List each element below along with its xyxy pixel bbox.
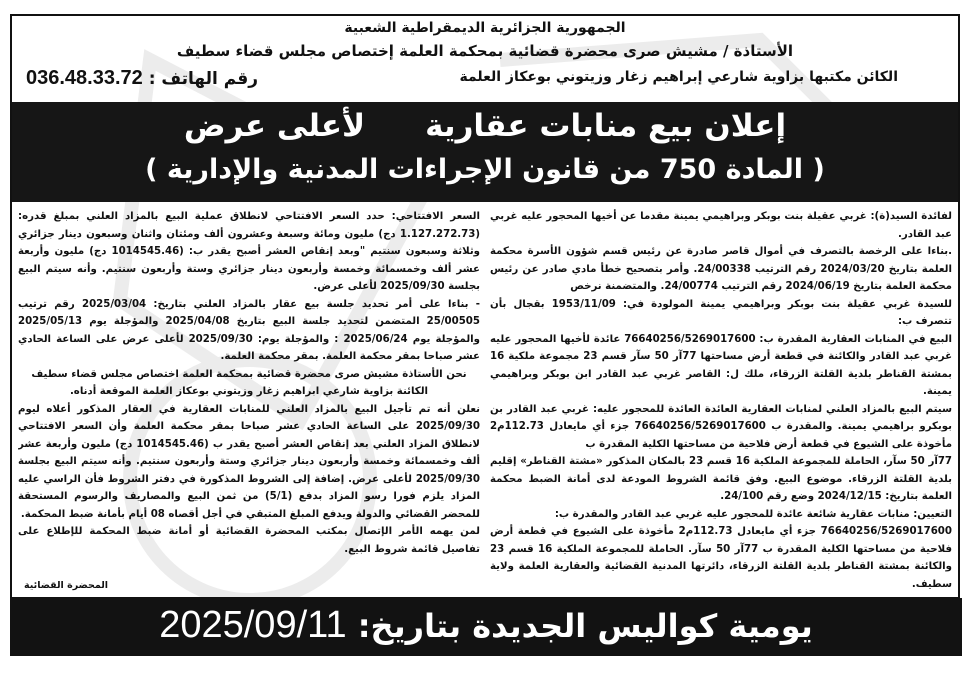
contact-info: لمن يهمه الأمر الإتصال بمكتب المحضرة القضائية أو أمانة ضبط المحكمة للإطلاع على تفاصيل قائمة شروط البيع. <box>18 526 480 555</box>
paragraph: سيتم البيع بالمزاد العلني لمنابات العقارية العائدة العائدة للمحجور عليه: غربي عبد القادر بن بوبكرو براهيمي يمينة. والمقدرة ب 76640256/5269017600 جزء أي مايعادل 112.73م2 مأخوذة على الشيوع في قطعة أرض فلاحية من مساحتها الكلية المقدرة ب <box>490 403 952 450</box>
paragraph: التعيين: منابات عقارية شائعة عائدة للمحجور عليه غربي عبد القادر والمقدرة ب: <box>554 508 952 520</box>
paragraph: لفائدة السيد(ة): غربي عقيلة بنت بوبكر وبراهيمي يمينة مقدما عن أخيها المحجور عليه غربي عبد القادر. <box>490 211 952 240</box>
bailiff-address: الكائنة بزاوية شارعي ابراهيم زغار وزيتوني بوعكاز العلمة الموقعة أدناه. <box>69 386 429 397</box>
sale-order: - بناءا على أمر تحديد جلسة بيع عقار بالمزاد العلني بتاريخ: 2025/03/04 رقم ترتيب 25/00505 المتضمن لتحديد جلسة البيع بتاريخ 2025/04/08 والمؤجلة يوم 2025/05/13 والمؤجلة يوم 2025/06/24 : والمؤجلة يوم: 2025/09/30 لأعلى عرض على الساعة الحادي عشر صباحا بمقر محكمة العلمة. بمقر محكمة العلمة. <box>18 298 480 362</box>
publication-date: 2025/09/11 <box>159 604 347 646</box>
paragraph: للسيدة غربي عقيلة بنت بوبكر وبراهيمي يمينة المولودة في: 1953/11/09 بقجال بأن تتصرف ب: <box>490 298 952 327</box>
opening-price: السعر الافتتاحي: حدد السعر الافتتاحي لانطلاق عملية البيع بالمزاد العلني بمبلغ قدره: (1.127.272.73 دج) مليون ومائة وسبعة وعشرون ألف ومئتان واثنان وسبعون دينار جزائري وثلاثة وسبعون سنتيم "وبعد إنقاص العشر أصبح يقدر ب: (1014545.46 دج) مليون وأربعة عشر ألف وخمسمائة وخمسة وأربعون دينار جزائري وستة وأربعون سنتيم. وأنه سيتم البيع بجلسة 2025/09/30 لأعلى عرض. <box>18 211 480 292</box>
paragraph: .بناءا على الرخصة بالتصرف في أموال قاصر صادرة عن رئيس قسم شؤون الأسرة محكمة العلمة بتاريخ 2024/03/20 رقم الترتيب 24/00338. وأمر بتصحيح خطأ مادي صادر عن رئيس محكمة العلمة بتاريخ 2024/06/19 رقم الترتيب 24/00774. والمتضمنة نرخص <box>490 246 952 292</box>
title-part1: إعلان بيع منابات عقارية <box>425 108 787 144</box>
notice-subtitle: ( المادة 750 من قانون الإجراءات المدنية والإدارية ) <box>145 154 825 185</box>
notice-header <box>12 16 958 102</box>
right-column <box>490 208 952 598</box>
notice-frame <box>10 14 960 599</box>
bailiff-name: الأستاذة / مشيش صرى محضرة قضائية بمحكمة العلمة إختصاص مجلس قضاء سطيف <box>176 42 794 60</box>
announcement: نعلن أنه تم تأجيل البيع بالمزاد العلني للمنابات العقارية في العقار المذكور أعلاه ليوم 2025/09/30 على الساعة الحادي عشر صباحا بمقر محكمة العلمة وأن السعر الافتتاحي لانطلاق المزاد العلني بعد إنقاص العشر أصبح يقدر ب (1014545.46 دج) مليون وأربعة عشر ألف وخمسمائة وخمسة وأربعون دينار جزائري وستة وأربعون سنتيم. وأنه سيتم البيع بجلسة 2025/09/30 لأعلى عرض. إضافة إلى الشروط المذكورة في دفتر الشروط فأن الراسي عليه المزاد يلزم فورا رسو المزاد بدفع (5/1) من ثمن البيع والمصاريف والرسوم المستحقة للمحضر القضائي والدولة ويدفع المبلغ المتبقي في أجل أقصاه 08 أيام بأمانة ضبط المحكمة. <box>18 403 480 520</box>
phone <box>26 67 258 90</box>
republic-name: الجمهورية الجزائرية الديمقراطية الشعبية <box>344 20 626 36</box>
bailiff-statement: نحن الأستاذة مشيش صرى محضرة قضائية بمحكمة العلمة اختصاص مجلس قضاء سطيف <box>31 368 467 380</box>
paragraph: 77آر 50 سآر، الحاملة للمجموعة الملكية 16 قسم 23 بالمكان المذكور «مشتة القناطر» إقليم بلدية القلتة الزرقاء. موضوع البيع. وفق قائمة الشروط المودعة لدى أمانة الضبط محكمة العلمة بتاريخ: 2024/12/15 وضع رقم 24/100. <box>490 456 952 502</box>
paragraph: 76640256/5269017600 جزء أي مايعادل 112.73م2 مأخوذة على الشيوع في قطعة أرض فلاحية من مساحتها الكلية المقدرة ب 77آر 50 سآر. الحاملة للمجموعة الملكية 16 قسم 23 والكائنة بمشتة القناطر بلدية القلتة الزرقاء، دائرتها المدنية القضائية والعقارية العلمة ولاية سطيف. <box>490 526 952 590</box>
phone-number: 036.48.33.72 <box>26 67 143 89</box>
notice-title <box>12 108 958 144</box>
paragraph: البيع في المنابات العقارية المقدرة ب: 76640256/5269017600 عائدة لأخيها المحجور عليه غربي عبد القادر والكائنة في قطعة أرض مساحتها 77آر 50 سآر قسم 23 مجموعة ملكية 16 بمشتة القناطر بلدية القلتة الزرقاء، ملك ل: القاصر غربي عبد القادر ابن بوبكر وبراهيمي يمينة. <box>490 333 952 397</box>
office-address: الكائن مكتبها بزاوية شارعي إبراهيم زغار وزيتوني بوعكاز العلمة <box>459 69 898 85</box>
publication-label: يومية كواليس الجديدة بتاريخ: <box>357 607 813 645</box>
title-part2: لأعلى عرض <box>183 108 366 144</box>
left-column <box>18 208 480 598</box>
signature: المحضرة القضائية <box>24 579 109 591</box>
publication-footer <box>10 598 962 656</box>
phone-label: رقم الهاتف : <box>148 69 259 89</box>
title-band <box>12 102 958 202</box>
